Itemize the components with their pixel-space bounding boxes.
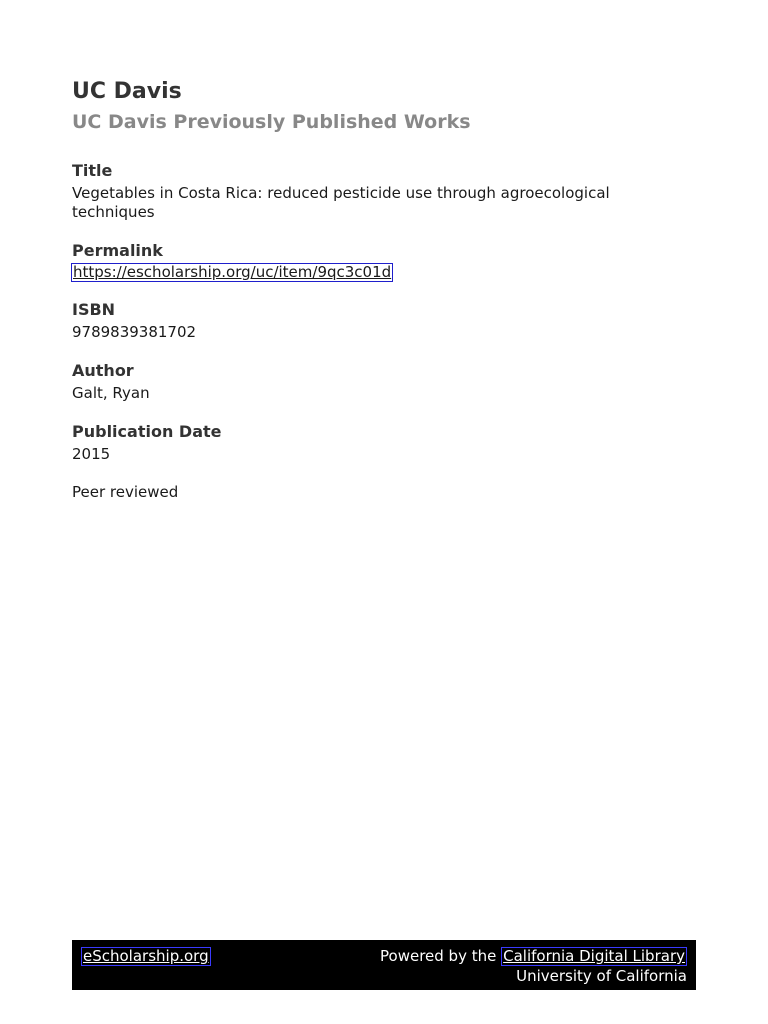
- author-label: Author: [72, 361, 134, 380]
- permalink-label: Permalink: [72, 241, 163, 260]
- title-value: Vegetables in Costa Rica: reduced pesticide use through agroecological techniques: [72, 184, 610, 221]
- publication-date-label: Publication Date: [72, 422, 222, 441]
- institution-name: UC Davis: [72, 79, 182, 104]
- university-name: University of California: [516, 967, 687, 985]
- isbn-label: ISBN: [72, 300, 116, 319]
- document-page: [72, 78, 696, 502]
- publication-date-section: [72, 422, 696, 464]
- author-section: [72, 361, 696, 403]
- peer-reviewed-note: Peer reviewed: [72, 483, 179, 501]
- permalink-section: [72, 241, 696, 282]
- title-section: [72, 161, 696, 222]
- permalink-link[interactable]: https://escholarship.org/uc/item/9qc3c01d: [73, 263, 392, 281]
- escholarship-link[interactable]: eScholarship.org: [83, 947, 209, 965]
- isbn-value: 9789839381702: [72, 323, 197, 341]
- author-value: Galt, Ryan: [72, 384, 150, 402]
- powered-by-text: Powered by the: [380, 947, 497, 965]
- footer-bar: [72, 940, 696, 990]
- title-label: Title: [72, 161, 113, 180]
- publication-date-value: 2015: [72, 445, 111, 463]
- cdl-link[interactable]: California Digital Library: [503, 947, 685, 965]
- series-name: UC Davis Previously Published Works: [72, 111, 471, 133]
- isbn-section: [72, 300, 696, 342]
